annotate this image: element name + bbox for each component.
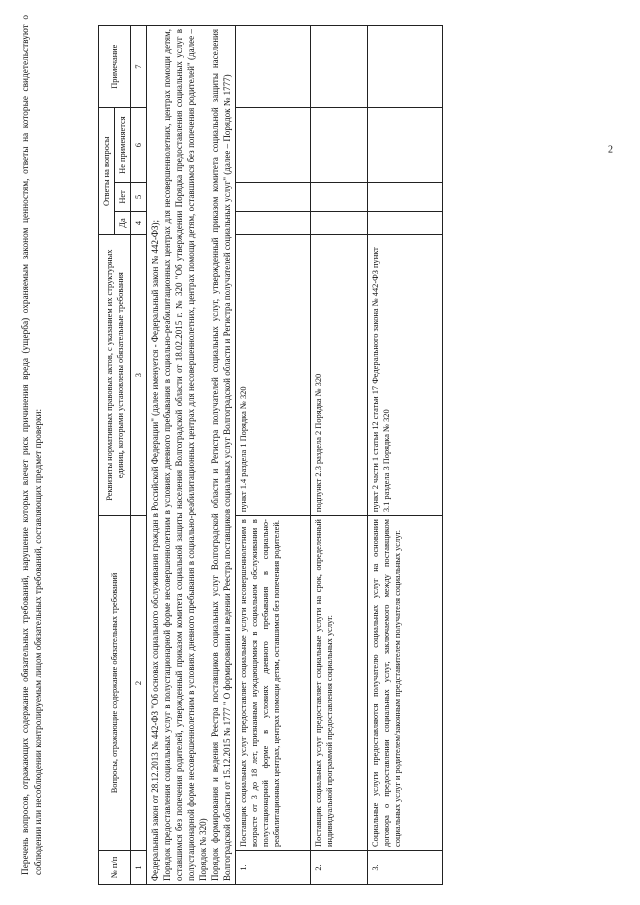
answer-yes-cell[interactable] bbox=[311, 211, 368, 234]
header-answers: Ответы на вопросы bbox=[99, 108, 115, 235]
column-number: 3 bbox=[131, 235, 147, 516]
answer-not-applicable-cell[interactable] bbox=[236, 108, 311, 183]
answer-no-cell[interactable] bbox=[368, 182, 443, 211]
answer-no-cell[interactable] bbox=[311, 182, 368, 211]
header-not-applicable: Не применяется bbox=[115, 108, 131, 183]
row-question: Социальные услуги предоставляются получателю социальных услуг на основании договора о предоставлении социальных услуг, заключаемого между поставщиком социальных услуг и родителем/законным представителем получателя социальных услуг. bbox=[368, 516, 443, 851]
checklist-table bbox=[98, 25, 443, 885]
row-question: Поставщик социальных услуг предоставляет социальные услуги на срок, определенный индивидуальной программой предоставления социальных услуг. bbox=[311, 516, 368, 851]
row-num: 2. bbox=[311, 850, 368, 884]
column-number: 2 bbox=[131, 516, 147, 851]
row-num: 3. bbox=[368, 850, 443, 884]
note-cell[interactable] bbox=[311, 26, 368, 108]
column-number: 6 bbox=[131, 108, 147, 183]
row-num: 1. bbox=[236, 850, 311, 884]
header-num: № п/п bbox=[99, 850, 131, 884]
page-number: 2 bbox=[608, 144, 613, 156]
column-number: 7 bbox=[131, 26, 147, 108]
table-row bbox=[311, 26, 368, 885]
answer-yes-cell[interactable] bbox=[236, 211, 311, 234]
legal-basis-item: Порядок предоставления социальных услуг в полустационарной форме несовершеннолетним в условиях дневного пребывания в социально-реабилитационных центрах для несовершеннолетних, центрах помощи детям, оставшимся без попечения родителей, утвержденный приказом комитета социальной защиты населения Волгоградской области от 18.02.2015 г. № 320 "Об утверждении Порядка предоставления социальных услуг в полустационарной форме несовершеннолетним в условиях дневного пребывания в социально-реабилитационных центрах для несовершеннолетних, центрах помощи детям, оставшимся без попечения родителей" (далее – Порядок № 320) bbox=[162, 29, 208, 881]
legal-basis-item: Порядок формирования и ведения Реестра поставщиков социальных услуг Волгоградской области и Регистра получателей социальных услуг, утвержденный приказом комитета социальной защиты населения Волгоградской области от 15.12.2015 № 1777 " О формировании и ведении Реестра поставщиков социальных услуг Волгоградской области и Регистра получателей социальных услуг" (далее – Порядок № 1777) bbox=[210, 29, 232, 881]
checklist-intro-paragraph: Перечень вопросов, отражающих содержание обязательных требований, нарушение которых влечет риск причинения вреда (ущерба) охраняемым законом ценностям, ответы на которые свидетельствуют о соблюдении или несоблюдении контролируемым лицом обязательных требований, составляющих предмет проверки: bbox=[21, 15, 44, 875]
legal-basis-item: Федеральный закон от 28.12.2013 № 442-ФЗ "Об основах социального обслуживания граждан в Российской Федерации" (далее именуется - Федеральный закон № 442-ФЗ); bbox=[150, 219, 160, 881]
header-requisites: Реквизиты нормативных правовых актов, с указанием их структурных единиц, которыми установлены обязательные требования bbox=[99, 235, 131, 516]
row-requisites: подпункт 2.3 раздела 2 Порядка № 320 bbox=[311, 235, 368, 516]
row-question: Поставщик социальных услуг предоставляет социальные услуги несовершеннолетним в возрасте от 3 до 18 лет, признанным нуждающимися в социальном обслуживании в полустационарной форме в условиях дневного пребывания в социально-реабилитационных центрах, центрах помощи детям, оставшимся без попечения родителей. bbox=[236, 516, 311, 851]
note-cell[interactable] bbox=[236, 26, 311, 108]
header-note: Примечание bbox=[99, 26, 131, 108]
column-number: 5 bbox=[131, 182, 147, 211]
legal-basis-row bbox=[147, 26, 236, 885]
answer-no-cell[interactable] bbox=[236, 182, 311, 211]
table-row bbox=[236, 26, 311, 885]
column-number-row bbox=[131, 26, 147, 885]
legal-basis-cell bbox=[147, 26, 236, 885]
answer-yes-cell[interactable] bbox=[368, 211, 443, 234]
header-yes: Да bbox=[115, 211, 131, 234]
row-requisites: пункт 1.4 раздела 1 Порядка № 320 bbox=[236, 235, 311, 516]
table-header-row bbox=[99, 26, 115, 885]
header-no: Нет bbox=[115, 182, 131, 211]
column-number: 4 bbox=[131, 211, 147, 234]
answer-not-applicable-cell[interactable] bbox=[311, 108, 368, 183]
table-row bbox=[368, 26, 443, 885]
row-requisites: пункт 2 части 1 статьи 12 статьи 17 Федерального закона № 442-ФЗ пункт 3.1 раздела 3 Порядка № 320 bbox=[368, 235, 443, 516]
column-number: 1 bbox=[131, 850, 147, 884]
header-question: Вопросы, отражающие содержание обязательных требований bbox=[99, 516, 131, 851]
note-cell[interactable] bbox=[368, 26, 443, 108]
answer-not-applicable-cell[interactable] bbox=[368, 108, 443, 183]
